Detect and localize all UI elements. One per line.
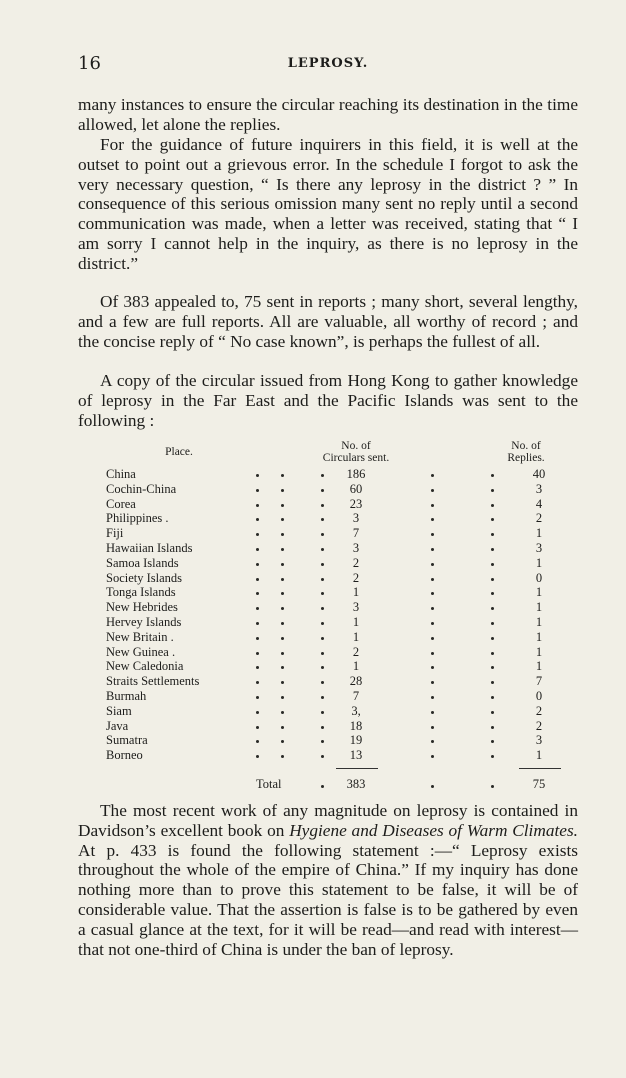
leader-dot [431, 785, 434, 788]
cell-replies: 1 [535, 585, 543, 600]
leader-dot [431, 755, 434, 758]
paragraph-continuation: many instances to ensure the circular reaching its destination in the time allowed, let alone the replies. [78, 95, 578, 134]
paragraph-circular-copy: A copy of the circular issued from Hong Kong to gather knowledge of leprosy in the Far East and the Pacific Islands was sent to the following : [78, 371, 578, 430]
cell-circulars: 3, [351, 703, 361, 718]
cell-place: Sumatra [106, 733, 148, 748]
header-replies [491, 440, 561, 464]
cell-replies: 1 [535, 614, 543, 629]
leader-dot [321, 711, 324, 714]
leader-dot [491, 681, 494, 684]
cell-place: New Guinea . [106, 644, 176, 659]
table-row [106, 467, 566, 482]
cell-place: Society Islands [106, 570, 183, 585]
leader-dot [431, 563, 434, 566]
cell-circulars: 3 [352, 600, 360, 615]
leader-dot [491, 740, 494, 743]
table-row [106, 497, 566, 512]
table-row [106, 659, 566, 674]
table-row [106, 645, 566, 660]
leader-dot [431, 592, 434, 595]
leader-dot [256, 696, 259, 699]
leader-dot [431, 518, 434, 521]
leader-dot [256, 533, 259, 536]
leader-dot [256, 681, 259, 684]
leader-dot [431, 637, 434, 640]
leader-dot [321, 578, 324, 581]
leader-dot [256, 755, 259, 758]
leader-dot [321, 592, 324, 595]
leader-dot [431, 548, 434, 551]
leader-dot [256, 711, 259, 714]
leader-dot [491, 592, 494, 595]
leader-dot [431, 696, 434, 699]
cell-circulars: 60 [349, 481, 363, 496]
leader-dot [431, 474, 434, 477]
table-row [106, 719, 566, 734]
leader-dot [321, 489, 324, 492]
table-row [106, 511, 566, 526]
cell-replies: 2 [535, 718, 543, 733]
leader-dot [321, 474, 324, 477]
leader-dot [321, 637, 324, 640]
table-row [106, 526, 566, 541]
leader-dot [281, 607, 284, 610]
leader-dot [321, 548, 324, 551]
leader-dot [281, 711, 284, 714]
leader-dot [256, 592, 259, 595]
table-row [106, 748, 566, 763]
cell-circulars: 23 [349, 496, 363, 511]
table-row [106, 733, 566, 748]
cell-place: Java [106, 718, 129, 733]
leader-dot [256, 578, 259, 581]
leader-dot [281, 652, 284, 655]
leader-dot [256, 518, 259, 521]
cell-place: Hervey Islands [106, 614, 182, 629]
cell-replies: 2 [535, 703, 543, 718]
leader-dot [491, 533, 494, 536]
leader-dot [431, 533, 434, 536]
cell-place: New Hebrides [106, 600, 178, 615]
leader-dot [281, 592, 284, 595]
table-row [106, 541, 566, 556]
leader-dot [321, 533, 324, 536]
leader-dot [431, 740, 434, 743]
leader-dot [256, 607, 259, 610]
table-row [106, 571, 566, 586]
leader-dot [491, 504, 494, 507]
header-replies-line1: No. of [511, 440, 541, 452]
leader-dot [321, 518, 324, 521]
cell-replies: 2 [535, 511, 543, 526]
cell-replies: 3 [535, 733, 543, 748]
leader-dot [321, 666, 324, 669]
cell-replies: 1 [535, 748, 543, 763]
header-replies-line2: Replies. [507, 452, 545, 464]
leader-dot [491, 518, 494, 521]
cell-place: Siam [106, 703, 132, 718]
leader-dot [321, 563, 324, 566]
cell-place: Borneo [106, 748, 143, 763]
leader-dot [321, 504, 324, 507]
leader-dot [321, 740, 324, 743]
cell-circulars: 7 [352, 526, 360, 541]
cell-circulars: 1 [352, 629, 360, 644]
leader-dot [256, 548, 259, 551]
cell-replies: 1 [535, 629, 543, 644]
leader-dot [431, 666, 434, 669]
leader-dot [256, 563, 259, 566]
leader-dot [431, 622, 434, 625]
leader-dot [281, 533, 284, 536]
leader-dot [491, 652, 494, 655]
leader-dot [321, 726, 324, 729]
cell-circulars: 1 [352, 614, 360, 629]
cell-circulars: 2 [352, 644, 360, 659]
running-head [78, 53, 578, 77]
leader-dot [281, 518, 284, 521]
leader-dot [281, 563, 284, 566]
table-row [106, 600, 566, 615]
leader-dot [281, 504, 284, 507]
table-row [106, 689, 566, 704]
header-place: Place. [165, 446, 193, 458]
table-row [106, 556, 566, 571]
cell-place: Samoa Islands [106, 555, 179, 570]
leader-dot [281, 696, 284, 699]
leader-dot [321, 785, 324, 788]
cell-circulars: 1 [352, 659, 360, 674]
replies-sum-rule [519, 768, 561, 769]
cell-replies: 3 [535, 540, 543, 555]
leader-dot [491, 563, 494, 566]
leader-dot [256, 474, 259, 477]
paragraph-davidson [78, 801, 578, 959]
cell-place: Corea [106, 496, 136, 511]
cell-place: Philippines . [106, 511, 169, 526]
cell-circulars: 28 [349, 674, 363, 689]
leader-dot [431, 726, 434, 729]
leader-dot [431, 504, 434, 507]
cell-replies: 7 [535, 674, 543, 689]
leader-dot [431, 607, 434, 610]
leader-dot [256, 504, 259, 507]
cell-circulars: 186 [346, 467, 366, 481]
cell-circulars: 3 [352, 511, 360, 526]
cell-replies: 4 [535, 496, 543, 511]
cell-circulars: 7 [352, 688, 360, 703]
paragraph-replies-summary: Of 383 appealed to, 75 sent in reports ; many short, several lengthy, and a few are full reports. All are valuable, all worthy of record ; and the concise reply of “ No case known”, is perhaps the fullest of all. [78, 292, 578, 351]
header-circulars [301, 440, 411, 464]
cell-place: Tonga Islands [106, 585, 176, 600]
leader-dot [321, 681, 324, 684]
leader-dot [256, 740, 259, 743]
total-replies: 75 [532, 777, 546, 791]
book-title: Hygiene and Diseases of Warm Climates. [289, 820, 578, 840]
p5-text-1: The most recent work of any magnitude on leprosy is contained in Davidson’s excellent book on [78, 801, 578, 840]
cell-place: Hawaiian Islands [106, 540, 193, 555]
table-row [106, 674, 566, 689]
leader-dot [491, 622, 494, 625]
cell-circulars: 13 [349, 748, 363, 763]
cell-replies: 1 [535, 659, 543, 674]
leader-dot [281, 622, 284, 625]
leader-dot [321, 622, 324, 625]
cell-circulars: 1 [352, 585, 360, 600]
table-body [106, 467, 566, 763]
cell-replies: 1 [535, 555, 543, 570]
leader-dot [256, 622, 259, 625]
leader-dot [431, 652, 434, 655]
leader-dot [491, 666, 494, 669]
cell-place: Burmah [106, 688, 147, 703]
leader-dot [281, 666, 284, 669]
circulars-sum-rule [336, 768, 378, 769]
cell-circulars: 18 [349, 718, 363, 733]
leader-dot [256, 726, 259, 729]
leader-dot [281, 681, 284, 684]
cell-circulars: 3 [352, 540, 360, 555]
cell-replies: 0 [535, 570, 543, 585]
leader-dot [281, 578, 284, 581]
leader-dot [281, 548, 284, 551]
cell-circulars: 2 [352, 555, 360, 570]
leader-dot [256, 652, 259, 655]
header-circulars-line1: No. of [341, 440, 371, 452]
cell-place: New Britain . [106, 629, 174, 644]
leader-dot [491, 711, 494, 714]
leader-dot [321, 755, 324, 758]
table-row [106, 704, 566, 719]
cell-place: Straits Settlements [106, 674, 200, 689]
cell-circulars: 2 [352, 570, 360, 585]
paragraph-grievous-error: For the guidance of future inquirers in this field, it is well at the outset to point out a grievous error. In the schedule I forgot to ask the very necessary question, “ Is there any leprosy in the district ? ” In consequence of this serious omission many sent no reply until a second communication was made, when a letter was received, stating that “ I am sorry I cannot help in the inquiry, as there is no leprosy in the district.” [78, 135, 578, 273]
header-circulars-line2: Circulars sent. [322, 452, 390, 464]
leader-dot [491, 755, 494, 758]
leader-dot [321, 607, 324, 610]
total-label: Total [256, 777, 282, 791]
leader-dot [321, 652, 324, 655]
p5-text-2: At p. 433 is found the following statement :—“ Leprosy exists throughout the whole of the empire of China.” If my inquiry has done nothing more than to prove this statement to be false, it will be of considerable value. That the assertion is false is to be gathered by even a casual glance at the text, for it will be read—and read with interest—that not one-third of China is under the ban of leprosy. [78, 840, 578, 959]
cell-place: Cochin-China [106, 481, 177, 496]
leader-dot [281, 474, 284, 477]
leader-dot [491, 726, 494, 729]
cell-replies: 1 [535, 600, 543, 615]
leader-dot [256, 637, 259, 640]
leader-dot [491, 637, 494, 640]
leader-dot [491, 607, 494, 610]
leader-dot [256, 666, 259, 669]
leader-dot [281, 755, 284, 758]
leader-dot [491, 474, 494, 477]
table-row [106, 615, 566, 630]
leader-dot [491, 785, 494, 788]
leader-dot [431, 489, 434, 492]
cell-replies: 1 [535, 644, 543, 659]
leader-dot [281, 726, 284, 729]
leader-dot [491, 696, 494, 699]
leader-dot [491, 578, 494, 581]
table-row [106, 630, 566, 645]
leader-dot [431, 711, 434, 714]
table-row [106, 482, 566, 497]
cell-replies: 40 [532, 467, 546, 481]
leader-dot [256, 489, 259, 492]
leader-dot [431, 578, 434, 581]
leader-dot [281, 637, 284, 640]
cell-circulars: 19 [349, 733, 363, 748]
cell-replies: 3 [535, 481, 543, 496]
leader-dot [431, 681, 434, 684]
total-row [106, 776, 566, 792]
cell-replies: 0 [535, 688, 543, 703]
running-title: LEPROSY. [287, 56, 369, 71]
leader-dot [321, 696, 324, 699]
leader-dot [281, 740, 284, 743]
page-number: 16 [78, 53, 101, 74]
cell-replies: 1 [535, 526, 543, 541]
cell-place: China [106, 467, 136, 481]
total-circulars: 383 [346, 777, 366, 791]
leader-dot [491, 489, 494, 492]
leader-dot [491, 548, 494, 551]
cell-place: New Caledonia [106, 659, 184, 674]
cell-place: Fiji [106, 526, 124, 541]
leader-dot [281, 489, 284, 492]
table-row [106, 585, 566, 600]
